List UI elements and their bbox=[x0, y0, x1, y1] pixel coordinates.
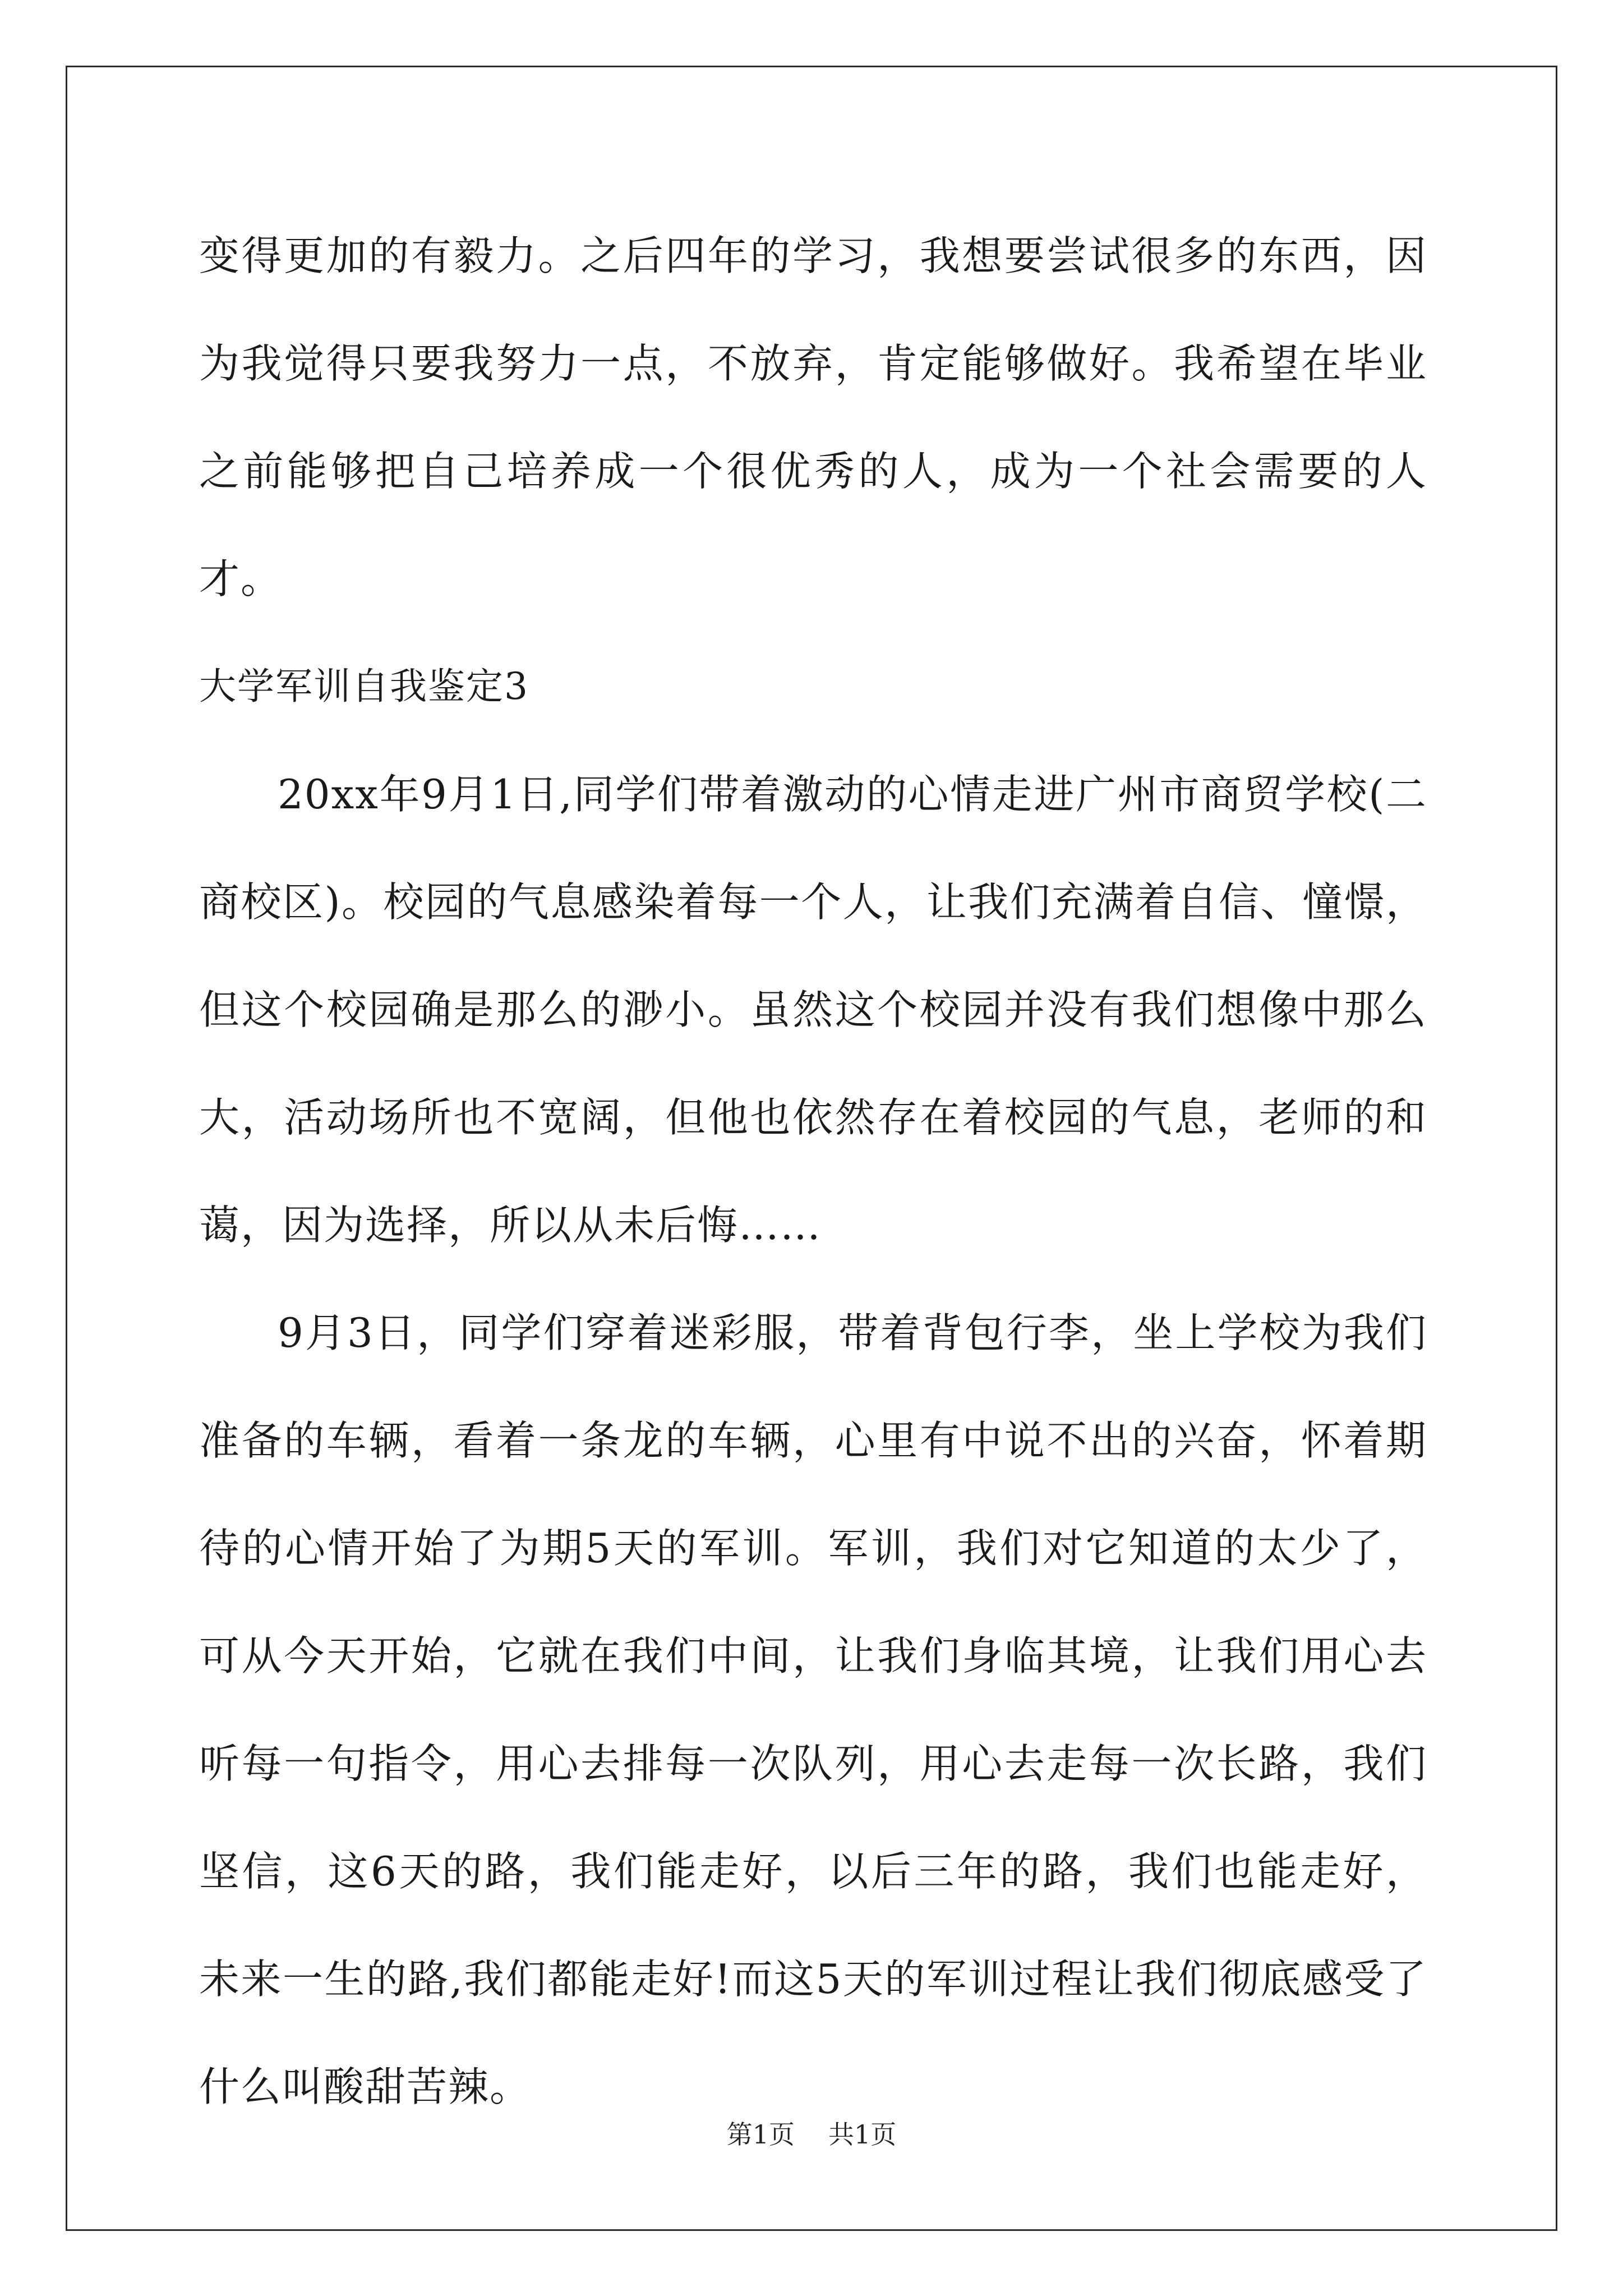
paragraph-continuation: 变得更加的有毅力。之后四年的学习，我想要尝试很多的东西，因为我觉得只要我努力一点，不放弃，肯定能够做好。我希望在毕业之前能够把自己培养成一个很优秀的人，成为一个社会需要的人才。 bbox=[199, 232, 1427, 602]
section-heading: 大学军训自我鉴定3 bbox=[199, 665, 529, 708]
page-number: 第1页 bbox=[726, 2119, 795, 2150]
paragraph-sept-1: 20xx年9月1日,同学们带着激动的心情走进广州市商贸学校(二商校区)。校园的气息感染着每一个人，让我们充满着自信、憧憬，但这个校园确是那么的渺小。虽然这个校园并没有我们想像中那么大，活动场所也不宽阔，但他也依然存在着校园的气息，老师的和蔼，因为选择，所以从未后悔…… bbox=[199, 771, 1427, 1249]
document-body bbox=[199, 202, 1427, 2141]
page-footer bbox=[0, 2118, 1623, 2151]
page-total: 共1页 bbox=[828, 2119, 897, 2150]
paragraph-sept-3: 9月3日，同学们穿着迷彩服，带着背包行李，坐上学校为我们准备的车辆，看着一条龙的车辆，心里有中说不出的兴奋，怀着期待的心情开始了为期5天的军训。军训，我们对它知道的太少了，可从今天开始，它就在我们中间，让我们身临其境，让我们用心去听每一句指令，用心去排每一次队列，用心去走每一次长路，我们坚信，这6天的路，我们能走好，以后三年的路，我们也能走好，未来一生的路,我们都能走好!而这5天的军训过程让我们彻底感受了什么叫酸甜苦辣。 bbox=[199, 1309, 1427, 2110]
